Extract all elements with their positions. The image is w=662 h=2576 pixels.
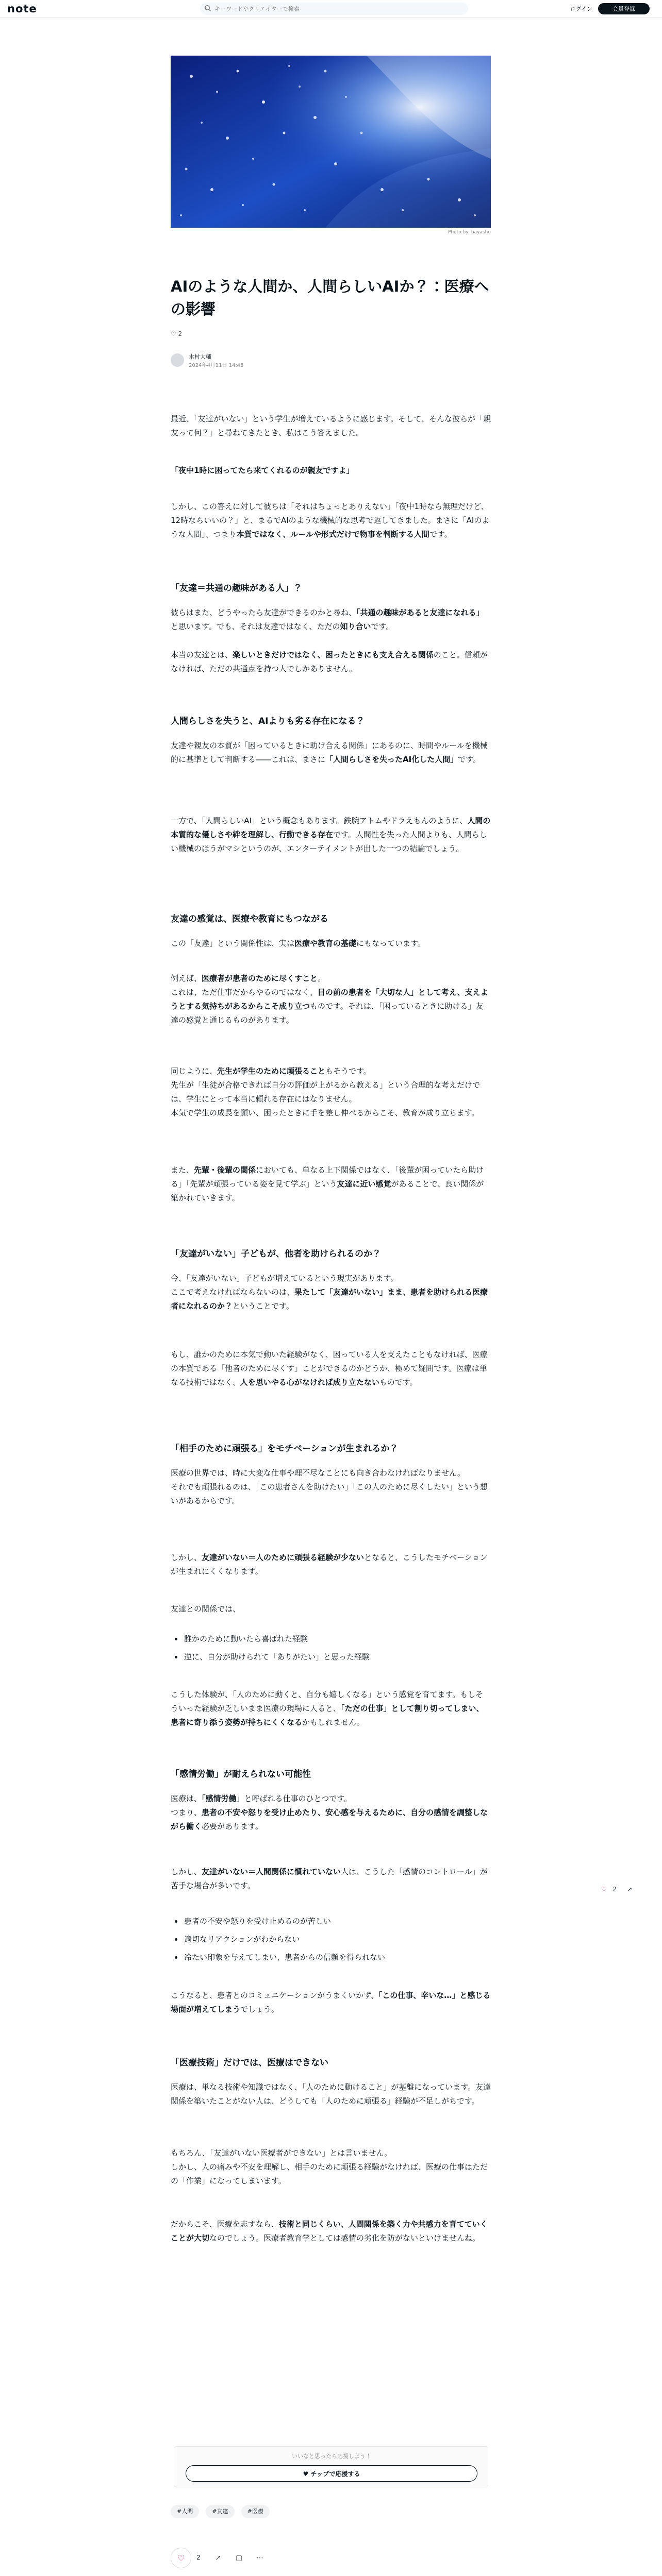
paragraph: [171, 500, 491, 541]
bold-text: 医療や教育の基礎: [294, 939, 357, 948]
bold-text: 本質ではなく、ルールや形式だけで物事を判断する人間: [236, 530, 429, 539]
bold-text: 「感情労働」: [202, 1794, 244, 1803]
article-actions: [171, 2548, 491, 2568]
text: もちろん、「友達がいない医療者ができない」とは言いません。: [171, 2148, 392, 2158]
text: があることで、良い関係が築かれていきます。: [171, 1179, 484, 1202]
tip-icon: ♥: [303, 2470, 311, 2478]
text: です。: [371, 622, 394, 631]
text: また、: [171, 1165, 194, 1175]
article-title: AIのような人間か、人間らしいAIか？：医療への影響: [171, 278, 489, 318]
bold-text: 友達がいない＝人間関係に慣れていない: [202, 1867, 341, 1876]
search-input[interactable]: [214, 4, 457, 13]
heart-icon: ♡: [177, 2553, 185, 2563]
author-name[interactable]: 木村大輔: [189, 353, 211, 360]
paragraph: [171, 606, 491, 634]
tag-chip[interactable]: #医療: [241, 2505, 270, 2518]
section-heading: 「相手のために頑張る」をモチベーションが生まれるか？: [171, 1444, 399, 1454]
share-icon[interactable]: ↗: [215, 2554, 221, 2562]
quote-paragraph: 「夜中1時に困ってたら来てくれるのが親友ですよ」: [171, 466, 354, 475]
difficulty-list: [171, 1914, 491, 1969]
text: でしょう。: [240, 2005, 279, 2014]
tag-chip[interactable]: #人間: [171, 2505, 199, 2518]
photo-credit: Photo by: bayashu: [448, 230, 491, 235]
text: それでも頑張れるのは、「この患者さんを助けたい」「この人のために尽くしたい」という想いがあるからです。: [171, 1482, 488, 1505]
text: 本気で学生の成長を願い、困ったときに手を差し伸べるからこそ、教育が成り立ちます。: [171, 1108, 479, 1117]
bold-text: 「ただの仕事」として割り切ってしまい、患者に寄り添う姿勢が持ちにくくなる: [171, 1704, 484, 1727]
article-like-count: 2: [178, 330, 183, 337]
text: にもなっています。: [356, 939, 425, 948]
bold-text: 友達に近い感覚: [337, 1179, 391, 1189]
paragraph: [171, 1865, 491, 1893]
text: 。: [318, 974, 326, 983]
bold-text: 先輩・後輩の関係: [194, 1165, 256, 1175]
text: においても、単なる上下関係ではなく、「後輩が困っていたら助ける」「先輩が頑張っている姿を見て学ぶ」という: [171, 1165, 484, 1189]
login-button[interactable]: ログイン: [566, 3, 596, 14]
list-item: 誰かのために動いたら喜ばれた経験: [171, 1632, 491, 1646]
search-bar[interactable]: [200, 3, 468, 15]
text: なのでしょう。医療者教育学としては感情の劣化を防がないといけませんね。: [209, 2233, 481, 2243]
tag-chip[interactable]: #友達: [206, 2505, 234, 2518]
like-button[interactable]: [171, 2548, 191, 2568]
text: しかし、この答えに対して彼らは「それはちょっとありえない」「夜中1時なら無理だけど、12時ならいいの？」と、まるでAIのような機械的な思考で返してきました。まさに「AIのような人間」、つまり: [171, 502, 490, 539]
bold-text: 友達がいない＝人のために頑張る経験が少ない: [202, 1553, 365, 1562]
paragraph: 医療は、単なる技術や知識ではなく、「人のために動けること」が基盤になっています。友達関係を築いたことがない人は、どうしても「人のために頑張る」経験が不足しがちです。: [171, 2082, 491, 2106]
bold-text: 人を思いやる心がなければ成り立たない: [240, 1378, 379, 1387]
bold-text: 「この仕事、辛いな…」と感じる場面が増えてしまう: [171, 1991, 491, 2014]
text: こうした体験が、「人のために動くと、自分も嬉しくなる」という感覚を育てます。もしそういった経験が乏しいまま医療の現場に入ると、: [171, 1690, 484, 1713]
text: 友達や親友の本質が「困っているときに助け合える関係」にあるのに、時間やルールを機械的に基準として判断する――これは、まさに: [171, 741, 488, 764]
text: これは、ただ仕事だからやるのではなく、: [171, 988, 318, 997]
paragraph: [171, 1989, 491, 2016]
note-logo[interactable]: note: [7, 3, 37, 15]
bold-text: 知り合い: [340, 622, 371, 631]
tip-prompt: いいなと思ったら応援しよう！: [292, 2453, 371, 2460]
text: です。: [458, 755, 481, 764]
paragraph: [171, 1551, 491, 1579]
search-icon: [204, 5, 211, 12]
text: 先生が「生徒が合格できれば自分の評価が上がるから教える」という合理的な考えだけでは、学生にとって本当に頼れる存在にはなりません。: [171, 1080, 481, 1104]
top-navigation-bar: [0, 0, 662, 18]
text: です。人間性を失った人間よりも、人間らしい機械のほうがマシというのが、エンターテイメントが出した一つの結論でしょう。: [171, 830, 487, 853]
side-like-count: 2: [613, 1886, 617, 1893]
text: 一方で、「人間らしいAI」という概念もあります。鉄腕アトムやドラえもんのように、: [171, 816, 468, 825]
bookmark-icon[interactable]: ▢: [236, 2554, 243, 2562]
signup-button[interactable]: 会員登録: [598, 3, 650, 14]
bold-text: 人間の本質的な優しさや絆を理解し、行動できる存在: [171, 816, 491, 839]
bold-text: 楽しいときだけではなく、困ったときにも支え合える関係: [233, 650, 434, 659]
text: この「友達」という関係性は、実は: [171, 939, 295, 948]
paragraph: [171, 1272, 491, 1313]
paragraph: [171, 1466, 491, 1508]
text: です。: [429, 530, 452, 539]
floating-actions: [601, 1886, 636, 1893]
text: しかし、: [171, 1553, 202, 1562]
heart-icon: ♡: [601, 1886, 607, 1893]
more-icon[interactable]: ⋯: [256, 2554, 263, 2562]
side-like-button[interactable]: [601, 1886, 621, 1893]
article-like-summary[interactable]: [171, 330, 182, 337]
bold-text: 医療者が患者のために尽くすこと: [202, 974, 318, 983]
section-heading: 「友達＝共通の趣味がある人」？: [171, 583, 302, 594]
hero-image: [171, 56, 491, 228]
list-item: 患者の不安や怒りを受け止めるのが苦しい: [171, 1914, 491, 1928]
text: こうなると、患者とのコミュニケーションがうまくいかず、: [171, 1991, 378, 2000]
hero-bokeh-illustration: [171, 56, 491, 228]
bold-text: 技術と同じくらい、人間関係を築く力や共感力を育てていくことが大切: [171, 2219, 488, 2243]
section-heading: 「感情労働」が耐えられない可能性: [171, 1769, 311, 1780]
section-heading: 「医療技術」だけでは、医療はできない: [171, 2058, 328, 2068]
text: 必要があります。: [202, 1822, 263, 1831]
text: だからこそ、医療を志すなら、: [171, 2219, 279, 2229]
text: 同じように、: [171, 1066, 218, 1076]
paragraph: 友達との関係では、: [171, 1604, 241, 1614]
tip-button-label: チップで応援する: [310, 2470, 360, 2478]
text: ものです。: [379, 1378, 418, 1387]
tip-button[interactable]: [186, 2465, 477, 2482]
text: 本当の友達とは、: [171, 650, 233, 659]
section-heading: 人間らしさを失うと、AIよりも劣る存在になる？: [171, 716, 365, 726]
paragraph: [171, 1163, 491, 1205]
tag-list: [171, 2505, 491, 2520]
section-heading: 「友達がいない」子どもが、他者を助けられるのか？: [171, 1249, 381, 1259]
paragraph: [171, 2217, 491, 2245]
text: ここで考えなければならないのは、: [171, 1287, 295, 1297]
paragraph: [171, 739, 491, 767]
paragraph: [171, 1064, 491, 1120]
text: つまり、: [171, 1808, 202, 1817]
tip-box: [174, 2446, 488, 2487]
text: 医療の世界では、時に大変な仕事や理不尽なことにも向き合わなければなりません。: [171, 1468, 465, 1478]
like-count: 2: [196, 2554, 201, 2561]
paragraph: [171, 648, 491, 676]
paragraph: [171, 1348, 491, 1389]
bold-text: 患者の不安や怒りを受け止めたり、安心感を与えるために、自分の感情を調整しながら働く: [171, 1808, 488, 1831]
text: 今、「友達がいない」子どもが増えているという現実があります。: [171, 1274, 399, 1283]
text: もそうです。: [325, 1066, 371, 1076]
publish-date: 2024年4月11日 14:45: [189, 363, 244, 368]
text: 彼らはまた、どうやったら友達ができるのかと尋ね、: [171, 608, 357, 617]
text: と呼ばれる仕事のひとつです。: [244, 1794, 352, 1803]
text: しかし、: [171, 1867, 202, 1876]
list-item: 適切なリアクションがわからない: [171, 1933, 491, 1946]
bold-text: 果たして「友達がいない」まま、患者を助けられる医療者になれるのか？: [171, 1287, 488, 1311]
list-item: 冷たい印象を与えてしまい、患者からの信頼を得られない: [171, 1951, 491, 1964]
text: しかし、人の痛みや不安を理解し、相手のために頑張る経験がなければ、医療の仕事はただの「作業」になってしまいます。: [171, 2162, 488, 2185]
text: のこと。信頼がなければ、ただの共通点を持つ人でしかありません。: [171, 650, 488, 673]
text: 例えば、: [171, 974, 202, 983]
paragraph: [171, 2146, 491, 2188]
paragraph: [171, 972, 491, 1027]
text: ということです。: [233, 1301, 294, 1311]
paragraph: [171, 937, 491, 951]
heart-icon: ♡: [171, 330, 176, 337]
list-item: 逆に、自分が助けられて「ありがたい」と思った経験: [171, 1650, 491, 1664]
bold-text: 「共通の趣味があると友達になれる」: [356, 608, 484, 617]
text: 人は、こうした「感情のコントロール」が苦手な場合が多いです。: [171, 1867, 488, 1890]
paragraph: 最近、「友達がいない」という学生が増えているように感じます。そして、そんな彼らが「親友って何？」と尋ねてきたとき、私はこう答えました。: [171, 414, 491, 437]
text: と思います。でも、それは友達ではなく、ただの: [171, 622, 340, 631]
bold-text: 「人間らしさを失ったAI化した人間」: [325, 755, 458, 764]
text: ものです。それは、「困っているときに助ける」友達の感覚と通じるものがあります。: [171, 1002, 484, 1025]
paragraph: [171, 1688, 491, 1730]
bold-text: 先生が学生のために頑張ること: [217, 1066, 326, 1076]
author-avatar[interactable]: [171, 353, 184, 367]
experience-list: [171, 1632, 491, 1668]
bold-text: 目の前の患者を「大切な人」として考え、支えようとする気持ちがあるからこそ成り立つ: [171, 988, 488, 1011]
paragraph: [171, 814, 491, 856]
section-heading: 友達の感覚は、医療や教育にもつながる: [171, 914, 328, 924]
paragraph: [171, 1792, 491, 1834]
text: かもしれません。: [302, 1718, 365, 1727]
side-share-icon[interactable]: ↗: [627, 1886, 633, 1893]
text: 医療は、: [171, 1794, 202, 1803]
text: となると、こうしたモチベーションが生まれにくくなります。: [171, 1553, 488, 1576]
text: もし、誰かのために本気で動いた経験がなく、困っている人を支えたこともなければ、医療の本質である「他者のために尽くす」ことができるのかどうか、極めて疑問です。医療は単なる技術ではなく、: [171, 1350, 488, 1387]
